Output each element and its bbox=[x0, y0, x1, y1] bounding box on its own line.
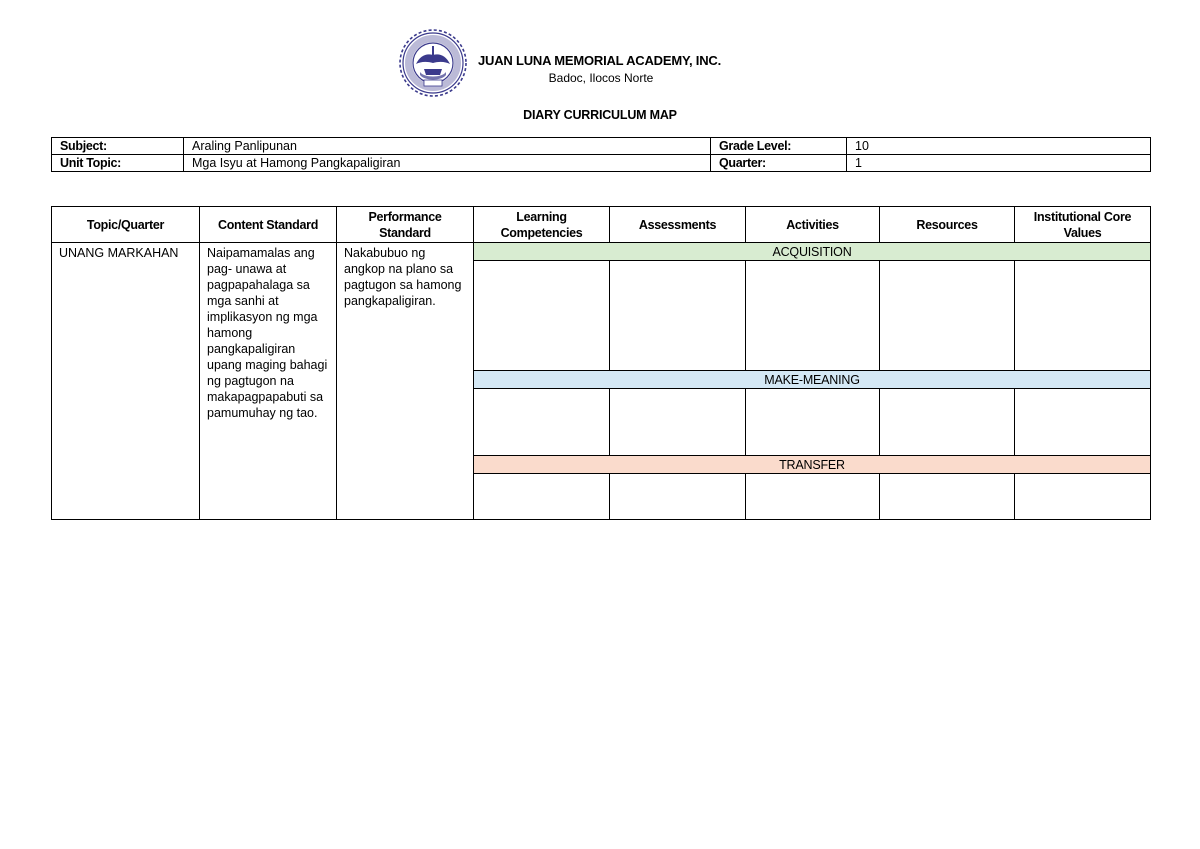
core-values-cell[interactable] bbox=[1015, 474, 1151, 520]
grade-level-label: Grade Level: bbox=[711, 138, 847, 155]
assessments-cell[interactable] bbox=[610, 389, 746, 456]
school-address: Badoc, Ilocos Norte bbox=[548, 71, 654, 85]
column-header: Learning Competencies bbox=[474, 207, 610, 243]
unit-topic-label: Unit Topic: bbox=[52, 155, 184, 172]
acquisition-band: ACQUISITION bbox=[474, 243, 1151, 261]
curriculum-map-table bbox=[51, 206, 1151, 520]
subject-label: Subject: bbox=[52, 138, 184, 155]
quarter-label: Quarter: bbox=[711, 155, 847, 172]
column-header: Performance Standard bbox=[337, 207, 474, 243]
column-header: Assessments bbox=[610, 207, 746, 243]
school-name: JUAN LUNA MEMORIAL ACADEMY, INC. bbox=[478, 53, 722, 68]
assessments-cell[interactable] bbox=[610, 474, 746, 520]
column-header: Topic/Quarter bbox=[52, 207, 200, 243]
assessments-cell[interactable] bbox=[610, 261, 746, 371]
learning-competencies-cell[interactable] bbox=[474, 389, 610, 456]
subject-value: Araling Panlipunan bbox=[184, 138, 711, 155]
activities-cell[interactable] bbox=[746, 474, 880, 520]
resources-cell[interactable] bbox=[880, 389, 1015, 456]
document-title: DIARY CURRICULUM MAP bbox=[523, 108, 677, 122]
unit-topic-value: Mga Isyu at Hamong Pangkapaligiran bbox=[184, 155, 711, 172]
acquisition-phase-row bbox=[52, 243, 1151, 261]
transfer-band: TRANSFER bbox=[474, 456, 1151, 474]
info-row-unit bbox=[52, 155, 1151, 172]
resources-cell[interactable] bbox=[880, 474, 1015, 520]
topic-quarter-cell: UNANG MARKAHAN bbox=[52, 243, 200, 520]
core-values-cell[interactable] bbox=[1015, 389, 1151, 456]
column-header: Content Standard bbox=[200, 207, 337, 243]
table-header-row bbox=[52, 207, 1151, 243]
make-meaning-band: MAKE-MEANING bbox=[474, 371, 1151, 389]
grade-level-value: 10 bbox=[847, 138, 1151, 155]
activities-cell[interactable] bbox=[746, 261, 880, 371]
activities-cell[interactable] bbox=[746, 389, 880, 456]
learning-competencies-cell[interactable] bbox=[474, 261, 610, 371]
quarter-value: 1 bbox=[847, 155, 1151, 172]
info-row-subject bbox=[52, 138, 1151, 155]
learning-competencies-cell[interactable] bbox=[474, 474, 610, 520]
subject-info-table bbox=[51, 137, 1151, 172]
performance-standard-cell: Nakabubuo ng angkop na plano sa pagtugon sa hamong pangkapaligiran. bbox=[337, 243, 474, 520]
core-values-cell[interactable] bbox=[1015, 261, 1151, 371]
column-header: Institutional Core Values bbox=[1015, 207, 1151, 243]
content-standard-cell: Naipamamalas ang pag- unawa at pagpapahalaga sa mga sanhi at implikasyon ng mga hamong pangkapaligiran upang maging bahagi ng pagtugon na makapagpapabuti sa pamumuhay ng tao. bbox=[200, 243, 337, 520]
column-header: Activities bbox=[746, 207, 880, 243]
resources-cell[interactable] bbox=[880, 261, 1015, 371]
column-header: Resources bbox=[880, 207, 1015, 243]
school-seal-logo bbox=[396, 28, 470, 98]
